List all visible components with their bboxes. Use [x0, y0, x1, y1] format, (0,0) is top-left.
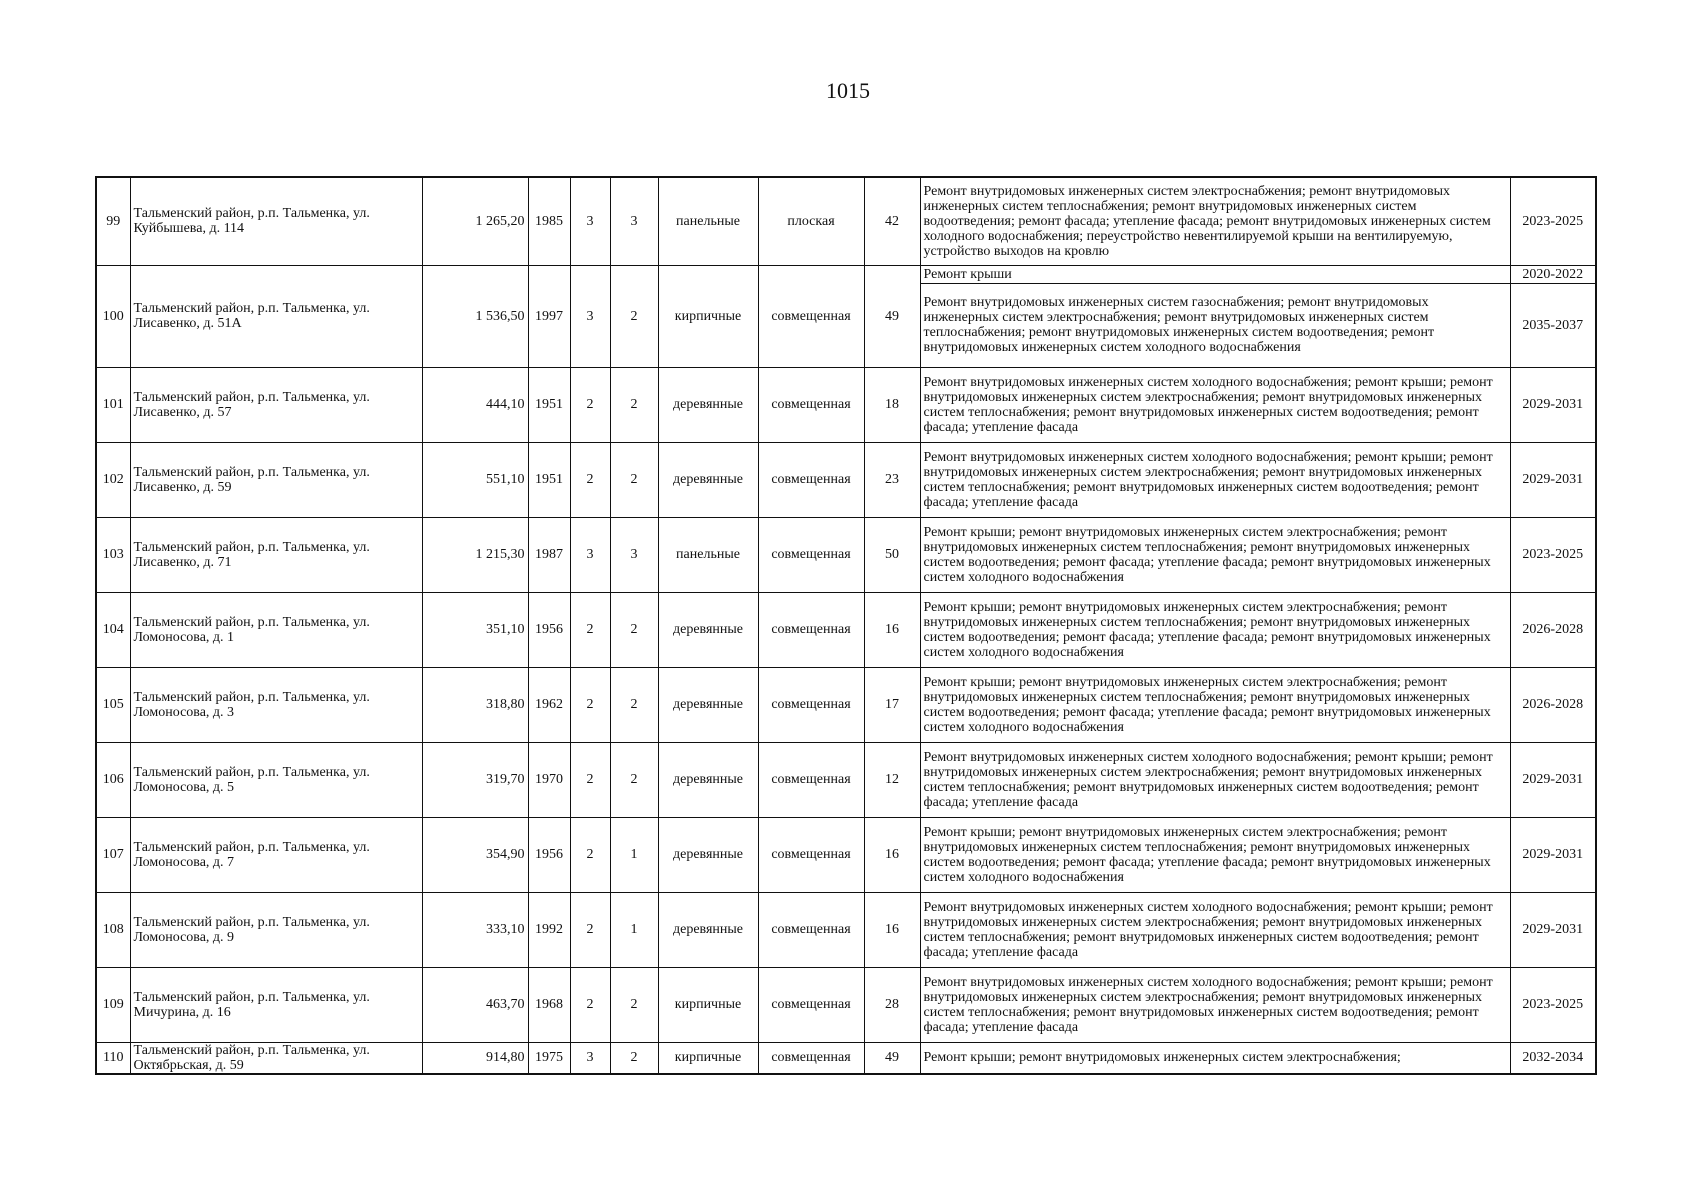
year-cell: 1975 [528, 1042, 570, 1074]
entrances-cell: 1 [610, 892, 658, 967]
roof-cell: совмещенная [758, 967, 864, 1042]
residents-cell: 23 [864, 442, 920, 517]
walls-cell: деревянные [658, 367, 758, 442]
year-cell: 1970 [528, 742, 570, 817]
floors-cell: 2 [570, 742, 610, 817]
floors-cell: 2 [570, 367, 610, 442]
works-cell: Ремонт внутридомовых инженерных систем газоснабжения; ремонт внутридомовых инженерных систем электроснабжения; ремонт внутридомовых инженерных систем теплоснабжения; ремонт внутридомовых инженерных систем водоотведения; ремонт внутридомовых инженерных систем холодного водоснабжения [920, 283, 1510, 367]
entrances-cell: 2 [610, 592, 658, 667]
walls-cell: деревянные [658, 592, 758, 667]
floors-cell: 2 [570, 817, 610, 892]
roof-cell: совмещенная [758, 667, 864, 742]
floors-cell: 3 [570, 265, 610, 367]
area-cell: 1 536,50 [422, 265, 528, 367]
row-number: 99 [96, 177, 130, 265]
residents-cell: 16 [864, 817, 920, 892]
year-cell: 1992 [528, 892, 570, 967]
area-cell: 354,90 [422, 817, 528, 892]
row-number: 105 [96, 667, 130, 742]
period-cell: 2035-2037 [1510, 283, 1596, 367]
floors-cell: 2 [570, 892, 610, 967]
area-cell: 914,80 [422, 1042, 528, 1074]
works-cell: Ремонт внутридомовых инженерных систем холодного водоснабжения; ремонт крыши; ремонт внутридомовых инженерных систем электроснабжения; ремонт внутридомовых инженерных систем теплоснабжения; ремонт внутридомовых инженерных систем водоотведения; ремонт фасада; утепление фасада [920, 892, 1510, 967]
row-number: 109 [96, 967, 130, 1042]
works-cell: Ремонт крыши [920, 265, 1510, 283]
period-cell: 2023-2025 [1510, 177, 1596, 265]
entrances-cell: 3 [610, 177, 658, 265]
area-cell: 351,10 [422, 592, 528, 667]
period-cell: 2032-2034 [1510, 1042, 1596, 1074]
row-number: 106 [96, 742, 130, 817]
entrances-cell: 1 [610, 817, 658, 892]
walls-cell: панельные [658, 177, 758, 265]
area-cell: 444,10 [422, 367, 528, 442]
area-cell: 551,10 [422, 442, 528, 517]
area-cell: 319,70 [422, 742, 528, 817]
roof-cell: совмещенная [758, 892, 864, 967]
table-row [96, 967, 1596, 1042]
residents-cell: 16 [864, 592, 920, 667]
address-cell: Тальменский район, р.п. Тальменка, ул. Ломоносова, д. 1 [130, 592, 422, 667]
floors-cell: 3 [570, 177, 610, 265]
row-number: 102 [96, 442, 130, 517]
area-cell: 318,80 [422, 667, 528, 742]
row-number: 101 [96, 367, 130, 442]
buildings-table [95, 176, 1597, 1075]
year-cell: 1956 [528, 817, 570, 892]
entrances-cell: 3 [610, 517, 658, 592]
period-cell: 2029-2031 [1510, 817, 1596, 892]
table-row [96, 817, 1596, 892]
residents-cell: 28 [864, 967, 920, 1042]
year-cell: 1968 [528, 967, 570, 1042]
address-cell: Тальменский район, р.п. Тальменка, ул. Лисавенко, д. 59 [130, 442, 422, 517]
period-cell: 2020-2022 [1510, 265, 1596, 283]
works-cell: Ремонт крыши; ремонт внутридомовых инженерных систем электроснабжения; [920, 1042, 1510, 1074]
table-row [96, 517, 1596, 592]
walls-cell: деревянные [658, 442, 758, 517]
year-cell: 1997 [528, 265, 570, 367]
works-cell: Ремонт внутридомовых инженерных систем электроснабжения; ремонт внутридомовых инженерных систем теплоснабжения; ремонт внутридомовых инженерных систем водоотведения; ремонт фасада; утепление фасада; ремонт внутридомовых инженерных систем холодного водоснабжения; переустройство невентилируемой крыши на вентилируемую, устройство выходов на кровлю [920, 177, 1510, 265]
address-cell: Тальменский район, р.п. Тальменка, ул. Ломоносова, д. 3 [130, 667, 422, 742]
address-cell: Тальменский район, р.п. Тальменка, ул. Октябрьская, д. 59 [130, 1042, 422, 1074]
period-cell: 2029-2031 [1510, 442, 1596, 517]
year-cell: 1951 [528, 442, 570, 517]
floors-cell: 3 [570, 1042, 610, 1074]
roof-cell: совмещенная [758, 817, 864, 892]
year-cell: 1956 [528, 592, 570, 667]
roof-cell: совмещенная [758, 1042, 864, 1074]
residents-cell: 49 [864, 265, 920, 367]
table-row [96, 667, 1596, 742]
area-cell: 1 265,20 [422, 177, 528, 265]
works-cell: Ремонт внутридомовых инженерных систем холодного водоснабжения; ремонт крыши; ремонт внутридомовых инженерных систем электроснабжения; ремонт внутридомовых инженерных систем теплоснабжения; ремонт внутридомовых инженерных систем водоотведения; ремонт фасада; утепление фасада [920, 967, 1510, 1042]
period-cell: 2026-2028 [1510, 592, 1596, 667]
entrances-cell: 2 [610, 1042, 658, 1074]
area-cell: 1 215,30 [422, 517, 528, 592]
floors-cell: 2 [570, 592, 610, 667]
walls-cell: панельные [658, 517, 758, 592]
roof-cell: плоская [758, 177, 864, 265]
entrances-cell: 2 [610, 442, 658, 517]
roof-cell: совмещенная [758, 265, 864, 367]
table-row [96, 442, 1596, 517]
walls-cell: деревянные [658, 667, 758, 742]
row-number: 108 [96, 892, 130, 967]
residents-cell: 50 [864, 517, 920, 592]
table-row [96, 742, 1596, 817]
table-row [96, 1042, 1596, 1074]
period-cell: 2029-2031 [1510, 367, 1596, 442]
address-cell: Тальменский район, р.п. Тальменка, ул. Ломоносова, д. 5 [130, 742, 422, 817]
entrances-cell: 2 [610, 367, 658, 442]
address-cell: Тальменский район, р.п. Тальменка, ул. Лисавенко, д. 71 [130, 517, 422, 592]
period-cell: 2023-2025 [1510, 517, 1596, 592]
period-cell: 2029-2031 [1510, 892, 1596, 967]
period-cell: 2023-2025 [1510, 967, 1596, 1042]
address-cell: Тальменский район, р.п. Тальменка, ул. Лисавенко, д. 51А [130, 265, 422, 367]
residents-cell: 17 [864, 667, 920, 742]
row-number: 104 [96, 592, 130, 667]
walls-cell: кирпичные [658, 967, 758, 1042]
table-row [96, 892, 1596, 967]
table-row [96, 177, 1596, 265]
period-cell: 2026-2028 [1510, 667, 1596, 742]
walls-cell: деревянные [658, 892, 758, 967]
walls-cell: кирпичные [658, 265, 758, 367]
period-cell: 2029-2031 [1510, 742, 1596, 817]
works-cell: Ремонт крыши; ремонт внутридомовых инженерных систем электроснабжения; ремонт внутридомовых инженерных систем теплоснабжения; ремонт внутридомовых инженерных систем водоотведения; ремонт фасада; утепление фасада; ремонт внутридомовых инженерных систем холодного водоснабжения [920, 817, 1510, 892]
table-row [96, 592, 1596, 667]
entrances-cell: 2 [610, 967, 658, 1042]
roof-cell: совмещенная [758, 592, 864, 667]
roof-cell: совмещенная [758, 442, 864, 517]
roof-cell: совмещенная [758, 742, 864, 817]
roof-cell: совмещенная [758, 367, 864, 442]
row-number: 100 [96, 265, 130, 367]
floors-cell: 2 [570, 442, 610, 517]
residents-cell: 12 [864, 742, 920, 817]
floors-cell: 3 [570, 517, 610, 592]
works-cell: Ремонт крыши; ремонт внутридомовых инженерных систем электроснабжения; ремонт внутридомовых инженерных систем теплоснабжения; ремонт внутридомовых инженерных систем водоотведения; ремонт фасада; утепление фасада; ремонт внутридомовых инженерных систем холодного водоснабжения [920, 667, 1510, 742]
entrances-cell: 2 [610, 742, 658, 817]
entrances-cell: 2 [610, 667, 658, 742]
address-cell: Тальменский район, р.п. Тальменка, ул. Куйбышева, д. 114 [130, 177, 422, 265]
works-cell: Ремонт внутридомовых инженерных систем холодного водоснабжения; ремонт крыши; ремонт внутридомовых инженерных систем электроснабжения; ремонт внутридомовых инженерных систем теплоснабжения; ремонт внутридомовых инженерных систем водоотведения; ремонт фасада; утепление фасада [920, 442, 1510, 517]
works-cell: Ремонт внутридомовых инженерных систем холодного водоснабжения; ремонт крыши; ремонт внутридомовых инженерных систем электроснабжения; ремонт внутридомовых инженерных систем теплоснабжения; ремонт внутридомовых инженерных систем водоотведения; ремонт фасада; утепление фасада [920, 367, 1510, 442]
entrances-cell: 2 [610, 265, 658, 367]
area-cell: 333,10 [422, 892, 528, 967]
works-cell: Ремонт крыши; ремонт внутридомовых инженерных систем электроснабжения; ремонт внутридомовых инженерных систем теплоснабжения; ремонт внутридомовых инженерных систем водоотведения; ремонт фасада; утепление фасада; ремонт внутридомовых инженерных систем холодного водоснабжения [920, 517, 1510, 592]
walls-cell: деревянные [658, 742, 758, 817]
year-cell: 1951 [528, 367, 570, 442]
address-cell: Тальменский район, р.п. Тальменка, ул. Мичурина, д. 16 [130, 967, 422, 1042]
address-cell: Тальменский район, р.п. Тальменка, ул. Лисавенко, д. 57 [130, 367, 422, 442]
row-number: 107 [96, 817, 130, 892]
page-number: 1015 [826, 78, 870, 103]
works-cell: Ремонт внутридомовых инженерных систем холодного водоснабжения; ремонт крыши; ремонт внутридомовых инженерных систем электроснабжения; ремонт внутридомовых инженерных систем теплоснабжения; ремонт внутридомовых инженерных систем водоотведения; ремонт фасада; утепление фасада [920, 742, 1510, 817]
residents-cell: 42 [864, 177, 920, 265]
year-cell: 1985 [528, 177, 570, 265]
residents-cell: 18 [864, 367, 920, 442]
floors-cell: 2 [570, 967, 610, 1042]
address-cell: Тальменский район, р.п. Тальменка, ул. Ломоносова, д. 9 [130, 892, 422, 967]
row-number: 110 [96, 1042, 130, 1074]
area-cell: 463,70 [422, 967, 528, 1042]
works-cell: Ремонт крыши; ремонт внутридомовых инженерных систем электроснабжения; ремонт внутридомовых инженерных систем теплоснабжения; ремонт внутридомовых инженерных систем водоотведения; ремонт фасада; утепление фасада; ремонт внутридомовых инженерных систем холодного водоснабжения [920, 592, 1510, 667]
table-row [96, 265, 1596, 283]
roof-cell: совмещенная [758, 517, 864, 592]
residents-cell: 16 [864, 892, 920, 967]
address-cell: Тальменский район, р.п. Тальменка, ул. Ломоносова, д. 7 [130, 817, 422, 892]
year-cell: 1987 [528, 517, 570, 592]
walls-cell: кирпичные [658, 1042, 758, 1074]
table-row [96, 367, 1596, 442]
walls-cell: деревянные [658, 817, 758, 892]
residents-cell: 49 [864, 1042, 920, 1074]
table-body [96, 177, 1596, 1074]
floors-cell: 2 [570, 667, 610, 742]
year-cell: 1962 [528, 667, 570, 742]
row-number: 103 [96, 517, 130, 592]
